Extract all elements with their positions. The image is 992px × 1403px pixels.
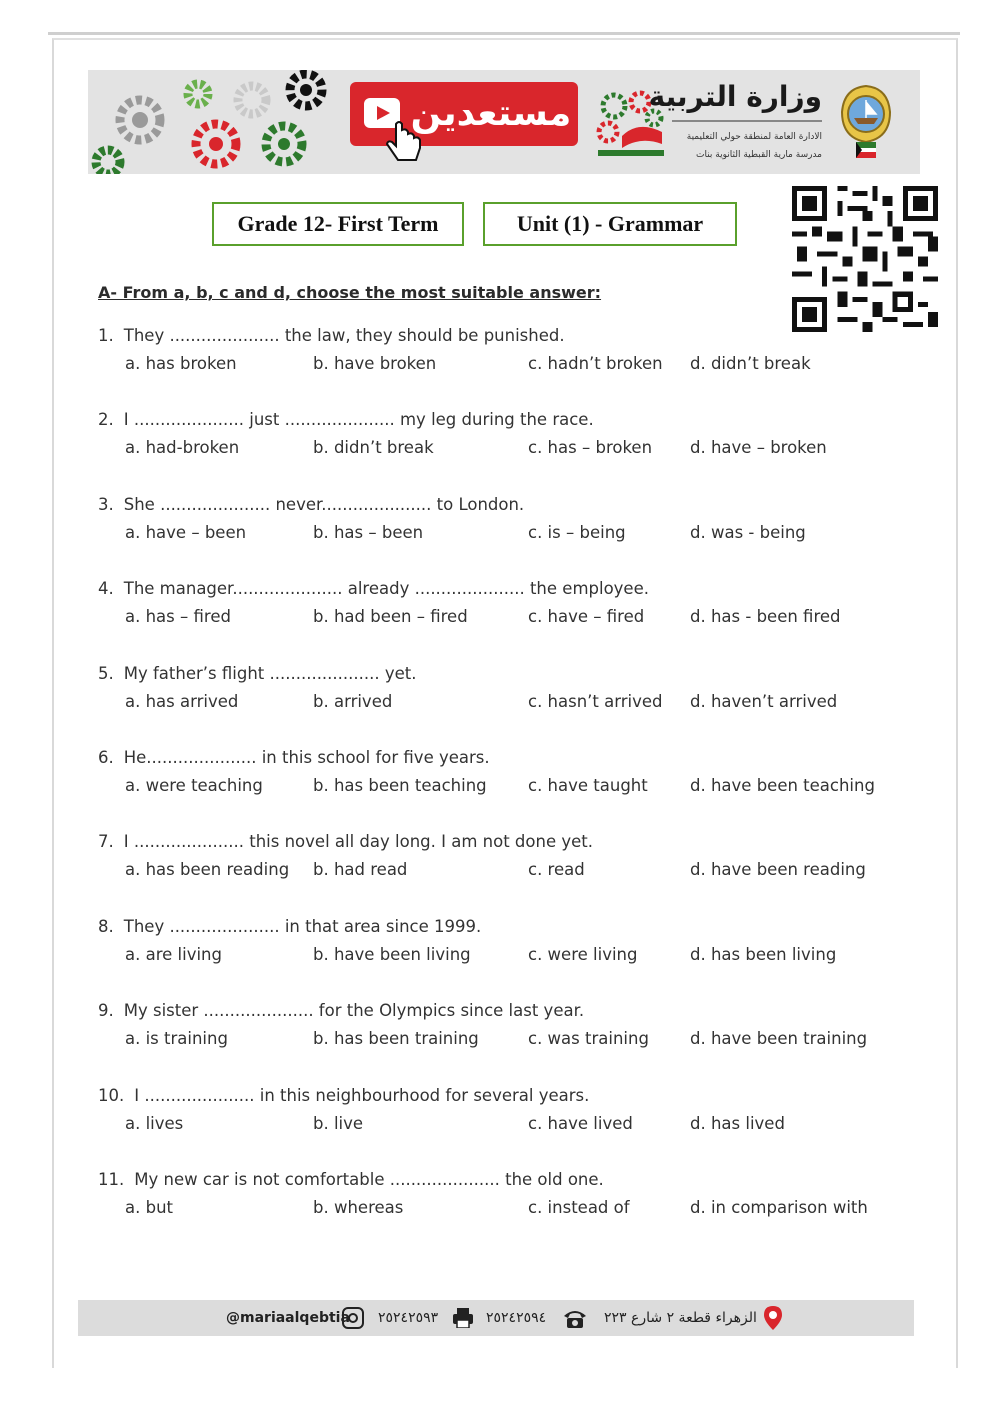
option-a[interactable]: a. were teaching <box>125 776 263 795</box>
question-text: She ..................... never..................... to London. <box>123 494 525 514</box>
option-b[interactable]: b. whereas <box>313 1198 404 1217</box>
option-b[interactable]: b. have broken <box>313 354 437 373</box>
location-pin-icon <box>764 1306 782 1330</box>
school-name: مدرسة مارية القبطية الثانوية بنات <box>696 150 822 160</box>
option-b[interactable]: b. has been teaching <box>313 776 487 795</box>
question-number: 6. <box>98 748 114 767</box>
option-c[interactable]: c. were living <box>528 944 638 964</box>
gears-icon <box>88 70 338 174</box>
option-b[interactable]: b. has been training <box>313 1029 479 1049</box>
unit-title-box: Unit (1) - Grammar <box>483 202 737 246</box>
question-2 <box>98 410 594 429</box>
channel-name: مستعدين <box>410 93 572 134</box>
youtube-channel-badge[interactable] <box>350 82 578 146</box>
option-b[interactable]: b. have been living <box>313 944 471 964</box>
question-text: I ..................... this novel all day long. I am not done yet. <box>123 832 593 852</box>
contact-footer <box>78 1300 914 1336</box>
question-5 <box>98 664 417 683</box>
question-number: 7. <box>98 832 114 852</box>
question-4 <box>98 579 649 598</box>
question-number: 10. <box>98 1085 125 1105</box>
option-d[interactable]: d. have been teaching <box>690 776 875 795</box>
option-d[interactable]: d. in comparison with <box>690 1198 868 1217</box>
question-text: I ..................... just ..................... my leg during the race. <box>123 410 594 430</box>
instagram-handle[interactable]: @mariaalqebtia <box>226 1310 350 1326</box>
fax-number: ٢٥٢٤٢٥٩٣ <box>378 1310 439 1326</box>
question-text: The manager..................... already ..................... the employee. <box>123 579 649 599</box>
option-d[interactable]: d. has - been fired <box>690 607 841 627</box>
fax-icon <box>452 1308 474 1328</box>
ministry-region: الادارة العامة لمنطقة حولي التعليمية <box>686 132 822 142</box>
option-b[interactable]: b. didn’t break <box>313 438 434 458</box>
option-d[interactable]: d. has lived <box>690 1113 785 1133</box>
option-b[interactable]: b. had read <box>313 860 408 880</box>
option-a[interactable]: a. has arrived <box>125 691 239 711</box>
option-d[interactable]: d. haven’t arrived <box>690 691 838 711</box>
ministry-block <box>588 74 918 170</box>
question-7 <box>98 832 593 851</box>
option-a[interactable]: a. have – been <box>125 522 247 542</box>
question-number: 1. <box>98 326 114 345</box>
question-11 <box>98 1170 604 1189</box>
hand-cursor-icon <box>382 120 430 168</box>
option-c[interactable]: c. hadn’t broken <box>528 354 663 373</box>
section-instruction: A- From a, b, c and d, choose the most suitable answer: <box>98 283 602 302</box>
option-c[interactable]: c. read <box>528 860 585 880</box>
option-d[interactable]: d. has been living <box>690 944 837 964</box>
address: الزهراء قطعة ٢ شارع ٢٢٣ <box>604 1310 757 1326</box>
option-c[interactable]: c. instead of <box>528 1198 630 1217</box>
option-c[interactable]: c. is – being <box>528 522 626 542</box>
question-3 <box>98 495 524 514</box>
option-a[interactable]: a. has been reading <box>125 860 290 880</box>
qr-code-icon[interactable] <box>792 186 938 332</box>
question-number: 2. <box>98 410 114 430</box>
option-c[interactable]: c. hasn’t arrived <box>528 691 663 711</box>
question-text: My sister ..................... for the Olympics since last year. <box>123 1001 585 1021</box>
option-d[interactable]: d. have – broken <box>690 438 827 458</box>
question-text: My father’s flight ..................... yet. <box>123 663 417 683</box>
option-c[interactable]: c. have – fired <box>528 607 645 627</box>
option-c[interactable]: c. was training <box>528 1029 649 1049</box>
question-text: He..................... in this school for five years. <box>123 748 490 767</box>
option-b[interactable]: b. had been – fired <box>313 607 468 627</box>
kuwait-emblem-icon <box>834 82 898 164</box>
option-c[interactable]: c. have taught <box>528 776 648 795</box>
question-text: They ..................... in that area since 1999. <box>123 916 482 936</box>
option-a[interactable]: a. lives <box>125 1113 184 1133</box>
question-number: 4. <box>98 579 114 599</box>
option-b[interactable]: b. arrived <box>313 691 393 711</box>
question-text: My new car is not comfortable ..................... the old one. <box>134 1170 604 1189</box>
option-b[interactable]: b. live <box>313 1113 364 1133</box>
option-a[interactable]: a. has broken <box>125 354 237 373</box>
question-8 <box>98 917 481 936</box>
question-number: 3. <box>98 494 114 514</box>
question-6 <box>98 748 490 767</box>
option-b[interactable]: b. has – been <box>313 522 424 542</box>
divider <box>672 120 822 122</box>
ministry-title: وزارة التربية <box>648 80 822 113</box>
phone-icon <box>562 1308 588 1328</box>
option-a[interactable]: a. has – fired <box>125 607 231 627</box>
option-c[interactable]: c. have lived <box>528 1113 633 1133</box>
option-d[interactable]: d. have been reading <box>690 860 866 880</box>
phone-number: ٢٥٢٤٢٥٩٤ <box>486 1310 547 1326</box>
question-9 <box>98 1001 584 1020</box>
question-1 <box>98 326 565 345</box>
option-a[interactable]: a. but <box>125 1198 174 1217</box>
option-d[interactable]: d. have been training <box>690 1029 868 1049</box>
question-number: 11. <box>98 1170 125 1189</box>
option-a[interactable]: a. had-broken <box>125 438 240 458</box>
question-text: They ..................... the law, they should be punished. <box>123 326 565 345</box>
question-number: 8. <box>98 916 114 936</box>
question-text: I ..................... in this neighbourhood for several years. <box>134 1085 590 1105</box>
option-d[interactable]: d. was - being <box>690 522 806 542</box>
option-d[interactable]: d. didn’t break <box>690 354 811 373</box>
instagram-icon <box>342 1307 364 1329</box>
header-banner <box>88 70 920 174</box>
question-number: 5. <box>98 663 114 683</box>
grade-title-box: Grade 12- First Term <box>212 202 464 246</box>
option-c[interactable]: c. has – broken <box>528 438 653 458</box>
option-a[interactable]: a. is training <box>125 1029 228 1049</box>
option-a[interactable]: a. are living <box>125 944 222 964</box>
question-number: 9. <box>98 1001 114 1021</box>
top-rule <box>48 32 960 35</box>
question-10 <box>98 1086 589 1105</box>
